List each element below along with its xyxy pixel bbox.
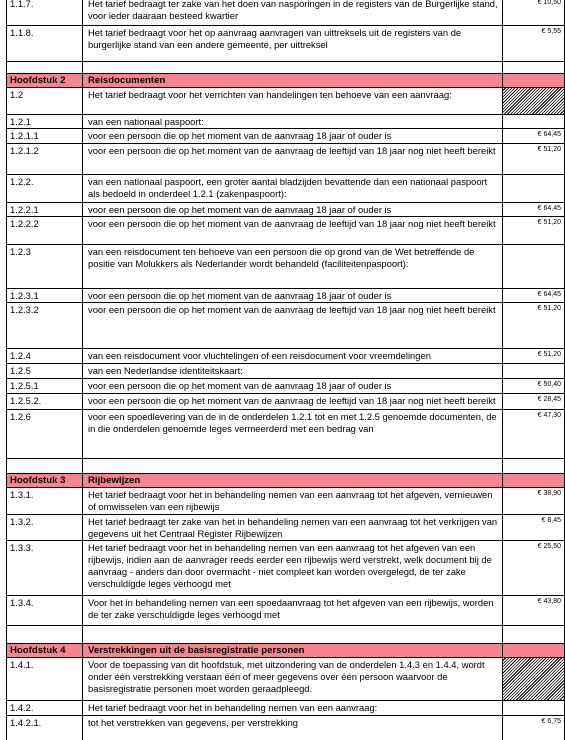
item-number: 1.2 [6, 88, 82, 114]
amount-cell: € 64,45 [502, 289, 565, 302]
item-number: 1.2.1.2 [6, 144, 82, 174]
amount-cell [502, 62, 565, 73]
chapter-row [6, 74, 565, 88]
hatched-cell [502, 88, 565, 114]
item-number: 1.2.1.1 [6, 129, 82, 143]
item-number: 1.2.5.2. [6, 394, 82, 409]
table-row [6, 541, 565, 596]
table-row [6, 379, 565, 394]
table-row [6, 0, 565, 26]
amount-cell: € 51,20 [502, 303, 565, 348]
amount-cell: € 43,80 [502, 596, 565, 625]
chapter-title: Verstrekkingen uit de basisregistratie personen [82, 644, 502, 657]
chapter-number: Hoofdstuk 2 [6, 74, 82, 87]
chapter-number: Hoofdstuk 3 [6, 474, 82, 487]
amount-cell [502, 115, 565, 128]
table-row [6, 289, 565, 303]
amount-cell [502, 74, 565, 87]
table-row [6, 515, 565, 541]
spacer-row [6, 459, 565, 474]
amount-cell: € 51,20 [502, 349, 565, 363]
item-number: 1.2.5 [6, 364, 82, 378]
table-row [6, 716, 565, 740]
table-row [6, 658, 565, 701]
item-number: 1.4.2.1. [6, 716, 82, 740]
item-description: voor een spoedlevering van de in de onderdelen 1.2.1 tot en met 1.2.5 genoemde documenten, de in die onderdelen genoemde leges vermeerderd met een bedrag van [82, 410, 502, 458]
item-number: 1.1.8. [6, 26, 82, 61]
item-description: voor een persoon die op het moment van de aanvraag de leeftijd van 18 jaar nog niet heeft bereikt [82, 394, 502, 409]
item-description: voor een persoon die op het moment van de aanvraag de leeftijd van 18 jaar nog niet heeft bereikt [82, 217, 502, 244]
item-description: van een reisdocument ten behoeve van een persoon die op grond van de Wet betreffende de positie van Molukkers als Nederlander wordt behandeld (faciliteitenpaspoort): [82, 245, 502, 288]
amount-cell: € 64,45 [502, 129, 565, 143]
chapter-number: Hoofdstuk 4 [6, 644, 82, 657]
table-row [6, 488, 565, 515]
item-description: tot het verstrekken van gegevens, per verstrekking [82, 716, 502, 740]
item-description: Het tarief bedraagt voor het verrichten van handelingen ten behoeve van een aanvraag: [82, 88, 502, 114]
item-description: Voor het in behandeling nemen van een spoedaanvraag tot het afgeven van een rijbewijs, worden de ter zake verschuldigde leges verhoogd met [82, 596, 502, 625]
amount-cell [502, 626, 565, 643]
amount-cell: € 28,45 [502, 394, 565, 409]
table-row [6, 394, 565, 410]
item-description: voor een persoon die op het moment van de aanvraag 18 jaar of ouder is [82, 203, 502, 216]
amount-cell: € 10,50 [502, 0, 565, 25]
table-row [6, 203, 565, 217]
amount-cell: € 6,75 [502, 716, 565, 740]
item-description [82, 626, 502, 643]
spacer-row [6, 626, 565, 644]
chapter-row [6, 474, 565, 488]
item-description: Het tarief bedraagt voor het in behandeling nemen van een aanvraag tot het afgeven, vernieuwen of omwisselen van een rijbewijs [82, 488, 502, 514]
amount-cell: € 47,30 [502, 410, 565, 458]
item-number: 1.2.6 [6, 410, 82, 458]
item-description: van een nationaal paspoort, een groter aantal bladzijden bevattende dan een nationaal paspoort als bedoeld in onderdeel 1.2.1 (zakenpaspoort): [82, 175, 502, 202]
chapter-row [6, 644, 565, 658]
item-number: 1.4.1. [6, 658, 82, 700]
item-description: van een Nederlandse identiteitskaart: [82, 364, 502, 378]
item-number: 1.3.4. [6, 596, 82, 625]
item-description: Het tarief bedraagt ter zake van het in behandeling nemen van een aanvraag tot het verkrijgen van gegevens uit het Centraal Register Rijbewijzen [82, 515, 502, 540]
amount-cell [502, 644, 565, 657]
item-number [6, 626, 82, 643]
item-number: 1.2.2.2 [6, 217, 82, 244]
item-number: 1.3.3. [6, 541, 82, 595]
chapter-title: Rijbewijzen [82, 474, 502, 487]
item-number: 1.2.3.2 [6, 303, 82, 348]
item-description: voor een persoon die op het moment van de aanvraag de leeftijd van 18 jaar nog niet heeft bereikt [82, 144, 502, 174]
table-row [6, 303, 565, 349]
item-description: voor een persoon die op het moment van de aanvraag 18 jaar of ouder is [82, 129, 502, 143]
amount-cell [502, 364, 565, 378]
item-number [6, 62, 82, 73]
table-row [6, 364, 565, 379]
chapter-title: Reisdocumenten [82, 74, 502, 87]
item-description: Het tarief bedraagt voor het in behandeling nemen van een aanvraag tot het afgeven van een rijbewijs, indien aan de aanvrager reeds eerder een rijbewijs werd verstrekt, welk document bij de aanvraag - anders dan door overmacht - niet compleet kan worden overgelegd, de ter zake verschuldigde leges verhoogd met [82, 541, 502, 595]
amount-cell: € 25,50 [502, 541, 565, 595]
amount-cell [502, 175, 565, 202]
table-row [6, 26, 565, 62]
amount-cell: € 38,90 [502, 488, 565, 514]
item-number: 1.2.5.1 [6, 379, 82, 393]
item-number: 1.4.2. [6, 701, 82, 715]
item-number: 1.2.2. [6, 175, 82, 202]
item-description [82, 459, 502, 473]
item-number: 1.2.3 [6, 245, 82, 288]
item-description: Het tarief bedraagt ter zake van het doen van nasporingen in de registers van de Burgerlijke stand, voor ieder daaraan besteed kwartier [82, 0, 502, 25]
item-number: 1.3.1. [6, 488, 82, 514]
amount-cell [502, 459, 565, 473]
table-row [6, 175, 565, 203]
hatched-cell [502, 658, 565, 700]
amount-cell: € 64,45 [502, 203, 565, 216]
item-description: voor een persoon die op het moment van de aanvraag 18 jaar of ouder is [82, 379, 502, 393]
table-row [6, 596, 565, 626]
item-description: van een reisdocument voor vluchtelingen of een reisdocument voor vreemdelingen [82, 349, 502, 363]
amount-cell: € 5,55 [502, 26, 565, 61]
item-description: Voor de toepassing van dit hoofdstuk, met uitzondering van de onderdelen 1.4.3 en 1.4.4, wordt onder één verstrekking verstaan één of meer gegevens over één persoon waarvoor de basisregistratie personen moet worden geraadpleegd. [82, 658, 502, 700]
item-number [6, 459, 82, 473]
table-row [6, 217, 565, 245]
amount-cell: € 8,45 [502, 515, 565, 540]
table-row [6, 144, 565, 175]
item-description: voor een persoon die op het moment van de aanvraag 18 jaar of ouder is [82, 289, 502, 302]
item-description: Het tarief bedraagt voor het op aanvraag aanvragen van uittreksels uit de registers van de burgerlijke stand van een andere gemeente, per uittreksel [82, 26, 502, 61]
table-row [6, 701, 565, 716]
table-row [6, 88, 565, 115]
amount-cell: € 51,20 [502, 217, 565, 244]
item-description: Het tarief bedraagt voor het in behandeling nemen van een aanvraag: [82, 701, 502, 715]
spacer-row [6, 62, 565, 74]
item-number: 1.2.1 [6, 115, 82, 128]
item-number: 1.2.2.1 [6, 203, 82, 216]
table-row [6, 129, 565, 144]
amount-cell [502, 701, 565, 715]
amount-cell [502, 474, 565, 487]
amount-cell [502, 245, 565, 288]
item-description: voor een persoon die op het moment van de aanvraag de leeftijd van 18 jaar nog niet heeft bereikt [82, 303, 502, 348]
amount-cell: € 51,20 [502, 144, 565, 174]
item-description [82, 62, 502, 73]
item-number: 1.1.7. [6, 0, 82, 25]
table-row [6, 245, 565, 289]
item-description: van een nationaal paspoort: [82, 115, 502, 128]
amount-cell: € 50,40 [502, 379, 565, 393]
item-number: 1.3.2. [6, 515, 82, 540]
item-number: 1.2.4 [6, 349, 82, 363]
table-row [6, 115, 565, 129]
table-row [6, 349, 565, 364]
item-number: 1.2.3.1 [6, 289, 82, 302]
table-row [6, 410, 565, 459]
